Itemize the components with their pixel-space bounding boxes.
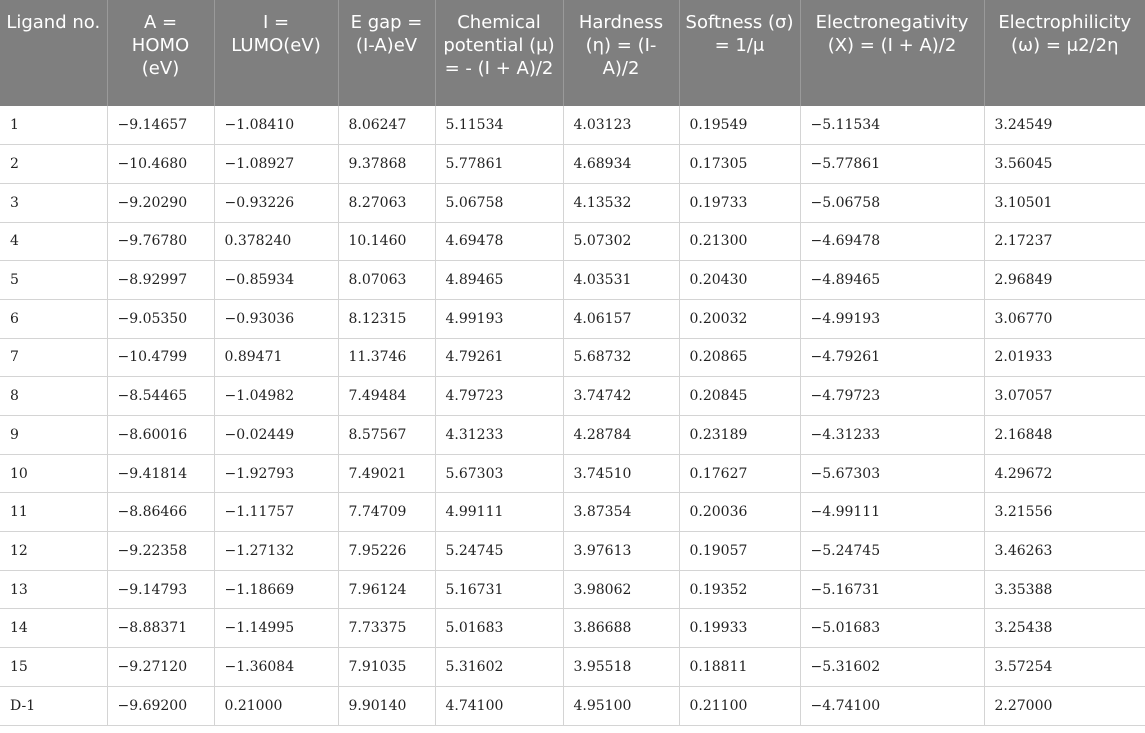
cell-homo: −8.60016 [107,416,214,455]
cell-homo: −9.76780 [107,222,214,261]
cell-ligand-no: 4 [0,222,107,261]
cell-hardness: 3.87354 [563,493,679,532]
cell-chemical-potential: 5.77861 [435,145,563,184]
cell-softness: 0.23189 [679,416,800,455]
cell-hardness: 4.68934 [563,145,679,184]
cell-chemical-potential: 4.31233 [435,416,563,455]
cell-electrophilicity: 3.06770 [984,299,1145,338]
cell-homo: −9.69200 [107,686,214,725]
cell-ligand-no: 14 [0,609,107,648]
cell-ligand-no: 6 [0,299,107,338]
cell-hardness: 4.03531 [563,261,679,300]
cell-homo: −9.27120 [107,648,214,687]
cell-hardness: 3.86688 [563,609,679,648]
cell-chemical-potential: 5.67303 [435,454,563,493]
cell-electrophilicity: 2.96849 [984,261,1145,300]
cell-homo: −8.92997 [107,261,214,300]
header-softness: Softness (σ) = 1/μ [679,0,800,106]
cell-softness: 0.17627 [679,454,800,493]
cell-electrophilicity: 3.24549 [984,106,1145,145]
cell-lumo: 0.21000 [214,686,338,725]
cell-homo: −9.05350 [107,299,214,338]
cell-hardness: 3.95518 [563,648,679,687]
cell-electrophilicity: 3.10501 [984,183,1145,222]
cell-energy-gap: 10.1460 [338,222,435,261]
cell-hardness: 3.98062 [563,570,679,609]
table-row [0,145,1145,184]
cell-hardness: 4.28784 [563,416,679,455]
cell-ligand-no: 3 [0,183,107,222]
table-row [0,416,1145,455]
table-row [0,686,1145,725]
cell-energy-gap: 9.90140 [338,686,435,725]
cell-chemical-potential: 4.99193 [435,299,563,338]
cell-ligand-no: 10 [0,454,107,493]
cell-energy-gap: 9.37868 [338,145,435,184]
header-electronegativity: Electronegativity (X) = (I + A)/2 [800,0,984,106]
cell-chemical-potential: 5.11534 [435,106,563,145]
cell-homo: −9.22358 [107,532,214,571]
header-hardness: Hardness (η) = (I-A)/2 [563,0,679,106]
cell-electronegativity: −4.79261 [800,338,984,377]
cell-hardness: 5.68732 [563,338,679,377]
cell-chemical-potential: 4.89465 [435,261,563,300]
cell-softness: 0.18811 [679,648,800,687]
cell-softness: 0.20845 [679,377,800,416]
cell-electronegativity: −5.11534 [800,106,984,145]
cell-chemical-potential: 4.69478 [435,222,563,261]
cell-hardness: 5.07302 [563,222,679,261]
cell-electronegativity: −5.06758 [800,183,984,222]
cell-softness: 0.20032 [679,299,800,338]
cell-electronegativity: −5.31602 [800,648,984,687]
cell-electrophilicity: 2.17237 [984,222,1145,261]
cell-softness: 0.19549 [679,106,800,145]
cell-electronegativity: −4.99111 [800,493,984,532]
cell-homo: −8.88371 [107,609,214,648]
table-row [0,299,1145,338]
cell-electrophilicity: 3.57254 [984,648,1145,687]
cell-lumo: −0.02449 [214,416,338,455]
cell-homo: −9.20290 [107,183,214,222]
cell-lumo: 0.89471 [214,338,338,377]
cell-energy-gap: 7.91035 [338,648,435,687]
cell-energy-gap: 8.12315 [338,299,435,338]
table-header [0,0,1145,106]
cell-energy-gap: 8.57567 [338,416,435,455]
cell-electrophilicity: 3.25438 [984,609,1145,648]
header-lumo: I = LUMO(eV) [214,0,338,106]
table-row [0,454,1145,493]
cell-chemical-potential: 4.79723 [435,377,563,416]
table-row [0,183,1145,222]
table-row [0,377,1145,416]
cell-electronegativity: −5.77861 [800,145,984,184]
cell-homo: −9.14657 [107,106,214,145]
cell-ligand-no: 12 [0,532,107,571]
cell-energy-gap: 7.49021 [338,454,435,493]
cell-softness: 0.19057 [679,532,800,571]
cell-electrophilicity: 2.27000 [984,686,1145,725]
cell-lumo: −1.27132 [214,532,338,571]
cell-electronegativity: −4.99193 [800,299,984,338]
header-electrophilicity: Electrophilicity (ω) = μ2/2η [984,0,1145,106]
cell-lumo: −1.14995 [214,609,338,648]
cell-hardness: 4.06157 [563,299,679,338]
cell-homo: −9.41814 [107,454,214,493]
cell-chemical-potential: 4.74100 [435,686,563,725]
header-ligand-no: Ligand no. [0,0,107,106]
cell-ligand-no: 7 [0,338,107,377]
cell-ligand-no: 9 [0,416,107,455]
cell-lumo: −0.85934 [214,261,338,300]
cell-electrophilicity: 3.35388 [984,570,1145,609]
cell-chemical-potential: 5.16731 [435,570,563,609]
header-homo: A = HOMO (eV) [107,0,214,106]
cell-electronegativity: −4.31233 [800,416,984,455]
cell-hardness: 4.95100 [563,686,679,725]
cell-hardness: 3.97613 [563,532,679,571]
cell-energy-gap: 8.27063 [338,183,435,222]
table-row [0,338,1145,377]
cell-chemical-potential: 5.31602 [435,648,563,687]
cell-lumo: 0.378240 [214,222,338,261]
cell-energy-gap: 7.49484 [338,377,435,416]
cell-energy-gap: 7.73375 [338,609,435,648]
cell-electrophilicity: 3.46263 [984,532,1145,571]
cell-electrophilicity: 3.21556 [984,493,1145,532]
cell-lumo: −1.08927 [214,145,338,184]
cell-ligand-no: 11 [0,493,107,532]
cell-softness: 0.19733 [679,183,800,222]
cell-chemical-potential: 5.24745 [435,532,563,571]
header-chemical-potential: Chemical potential (μ) = - (I + A)/2 [435,0,563,106]
cell-electrophilicity: 2.01933 [984,338,1145,377]
cell-lumo: −1.36084 [214,648,338,687]
cell-ligand-no: 2 [0,145,107,184]
cell-softness: 0.21100 [679,686,800,725]
cell-chemical-potential: 4.79261 [435,338,563,377]
cell-softness: 0.21300 [679,222,800,261]
cell-chemical-potential: 5.01683 [435,609,563,648]
table-row [0,106,1145,145]
cell-lumo: −1.08410 [214,106,338,145]
cell-electrophilicity: 4.29672 [984,454,1145,493]
header-energy-gap: E gap = (I-A)eV [338,0,435,106]
header-row [0,0,1145,106]
cell-electrophilicity: 3.07057 [984,377,1145,416]
cell-electronegativity: −5.67303 [800,454,984,493]
cell-homo: −10.4799 [107,338,214,377]
cell-softness: 0.19933 [679,609,800,648]
cell-energy-gap: 8.06247 [338,106,435,145]
cell-ligand-no: 15 [0,648,107,687]
cell-electrophilicity: 3.56045 [984,145,1145,184]
cell-homo: −10.4680 [107,145,214,184]
cell-softness: 0.17305 [679,145,800,184]
cell-electronegativity: −5.24745 [800,532,984,571]
cell-electronegativity: −5.01683 [800,609,984,648]
cell-lumo: −1.11757 [214,493,338,532]
cell-hardness: 4.13532 [563,183,679,222]
cell-energy-gap: 8.07063 [338,261,435,300]
cell-softness: 0.20036 [679,493,800,532]
cell-electronegativity: −4.79723 [800,377,984,416]
cell-chemical-potential: 4.99111 [435,493,563,532]
cell-electronegativity: −4.74100 [800,686,984,725]
cell-homo: −8.54465 [107,377,214,416]
cell-softness: 0.20430 [679,261,800,300]
cell-hardness: 3.74742 [563,377,679,416]
cell-ligand-no: 1 [0,106,107,145]
table-row [0,222,1145,261]
table-body [0,106,1145,725]
cell-ligand-no: 13 [0,570,107,609]
table-row [0,570,1145,609]
cell-homo: −8.86466 [107,493,214,532]
cell-lumo: −0.93226 [214,183,338,222]
table-row [0,493,1145,532]
table-row [0,648,1145,687]
cell-electronegativity: −4.89465 [800,261,984,300]
cell-energy-gap: 7.74709 [338,493,435,532]
cell-lumo: −0.93036 [214,299,338,338]
cell-softness: 0.20865 [679,338,800,377]
cell-ligand-no: 8 [0,377,107,416]
table-row [0,609,1145,648]
cell-energy-gap: 7.95226 [338,532,435,571]
cell-lumo: −1.18669 [214,570,338,609]
cell-hardness: 4.03123 [563,106,679,145]
table-row [0,261,1145,300]
cell-electronegativity: −5.16731 [800,570,984,609]
cell-homo: −9.14793 [107,570,214,609]
cell-lumo: −1.92793 [214,454,338,493]
cell-softness: 0.19352 [679,570,800,609]
table-row [0,532,1145,571]
cell-electrophilicity: 2.16848 [984,416,1145,455]
cell-ligand-no: 5 [0,261,107,300]
cell-chemical-potential: 5.06758 [435,183,563,222]
cell-ligand-no: D-1 [0,686,107,725]
cell-lumo: −1.04982 [214,377,338,416]
cell-energy-gap: 7.96124 [338,570,435,609]
cell-hardness: 3.74510 [563,454,679,493]
cell-electronegativity: −4.69478 [800,222,984,261]
cell-energy-gap: 11.3746 [338,338,435,377]
